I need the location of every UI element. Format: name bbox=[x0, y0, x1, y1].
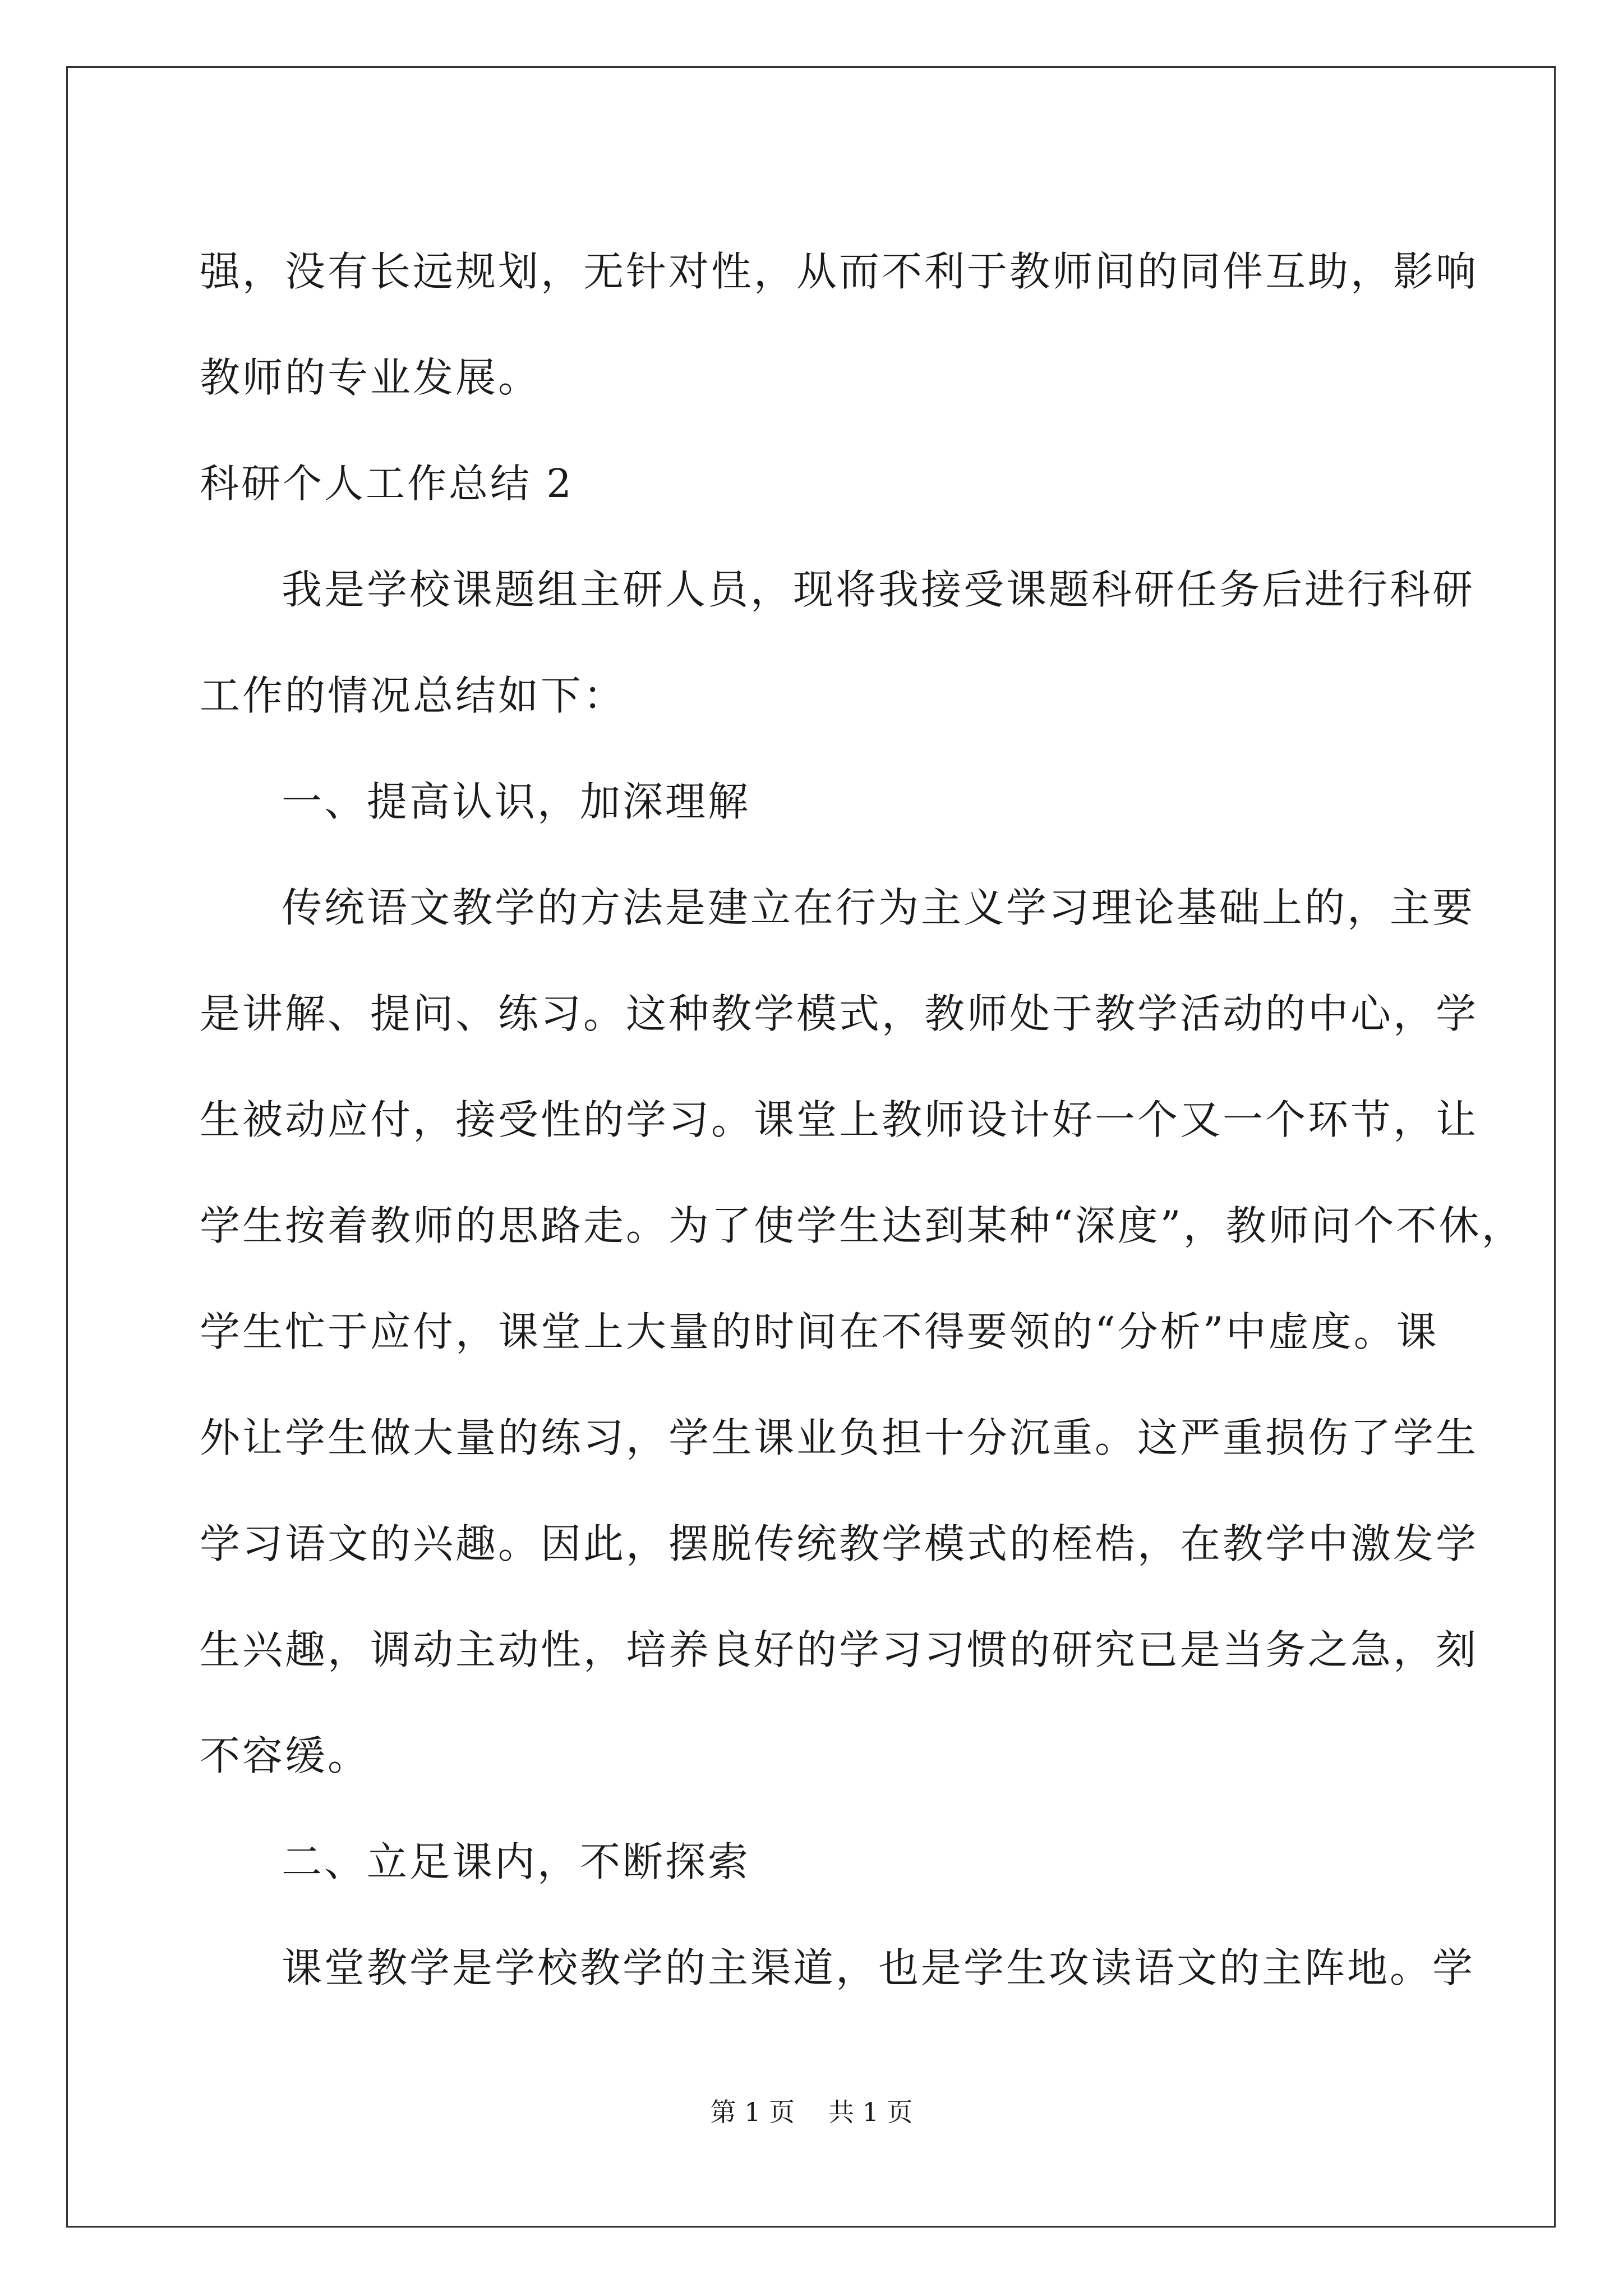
paragraph-line: 学习语文的兴趣。因此，摆脱传统教学模式的桎梏，在教学中激发学 bbox=[200, 1520, 1479, 1567]
paragraph-line: 生兴趣，调动主动性，培养良好的学习习惯的研究已是当务之急，刻 bbox=[200, 1626, 1479, 1673]
paragraph-line: 工作的情况总结如下： bbox=[200, 672, 626, 719]
paragraph-line: 我是学校课题组主研人员，现将我接受课题科研任务后进行科研 bbox=[282, 566, 1476, 613]
page-footer bbox=[0, 2095, 1623, 2129]
paragraph-line: 强，没有长远规划，无针对性，从而不利于教师间的同伴互助，影响 bbox=[200, 248, 1479, 295]
paragraph-line: 不容缓。 bbox=[200, 1732, 371, 1779]
paragraph-line: 外让学生做大量的练习，学生课业负担十分沉重。这严重损伤了学生 bbox=[200, 1414, 1479, 1461]
paragraph-line: 课堂教学是学校教学的主渠道，也是学生攻读语文的主阵地。学 bbox=[282, 1944, 1476, 1991]
section-title: 科研个人工作总结 2 bbox=[200, 461, 574, 507]
paragraph-line: 学生忙于应付，课堂上大量的时间在不得要领的“分析”中虚度。课 bbox=[200, 1308, 1439, 1355]
total-pages: 共 1 页 bbox=[828, 2097, 913, 2127]
subheading: 二、立足课内，不断探索 bbox=[282, 1838, 751, 1885]
paragraph-line: 生被动应付，接受性的学习。课堂上教师设计好一个又一个环节，让 bbox=[200, 1096, 1479, 1143]
paragraph-line: 教师的专业发展。 bbox=[200, 354, 541, 401]
paragraph-line: 是讲解、提问、练习。这种教学模式，教师处于教学活动的中心，学 bbox=[200, 990, 1479, 1037]
paragraph-line: 学生按着教师的思路走。为了使学生达到某种“深度”，教师问个不休， bbox=[200, 1202, 1524, 1249]
subheading: 一、提高认识，加深理解 bbox=[282, 778, 751, 825]
page-number: 第 1 页 bbox=[710, 2097, 795, 2127]
paragraph-line: 传统语文教学的方法是建立在行为主义学习理论基础上的，主要 bbox=[282, 884, 1476, 931]
document-body bbox=[200, 219, 1524, 2021]
